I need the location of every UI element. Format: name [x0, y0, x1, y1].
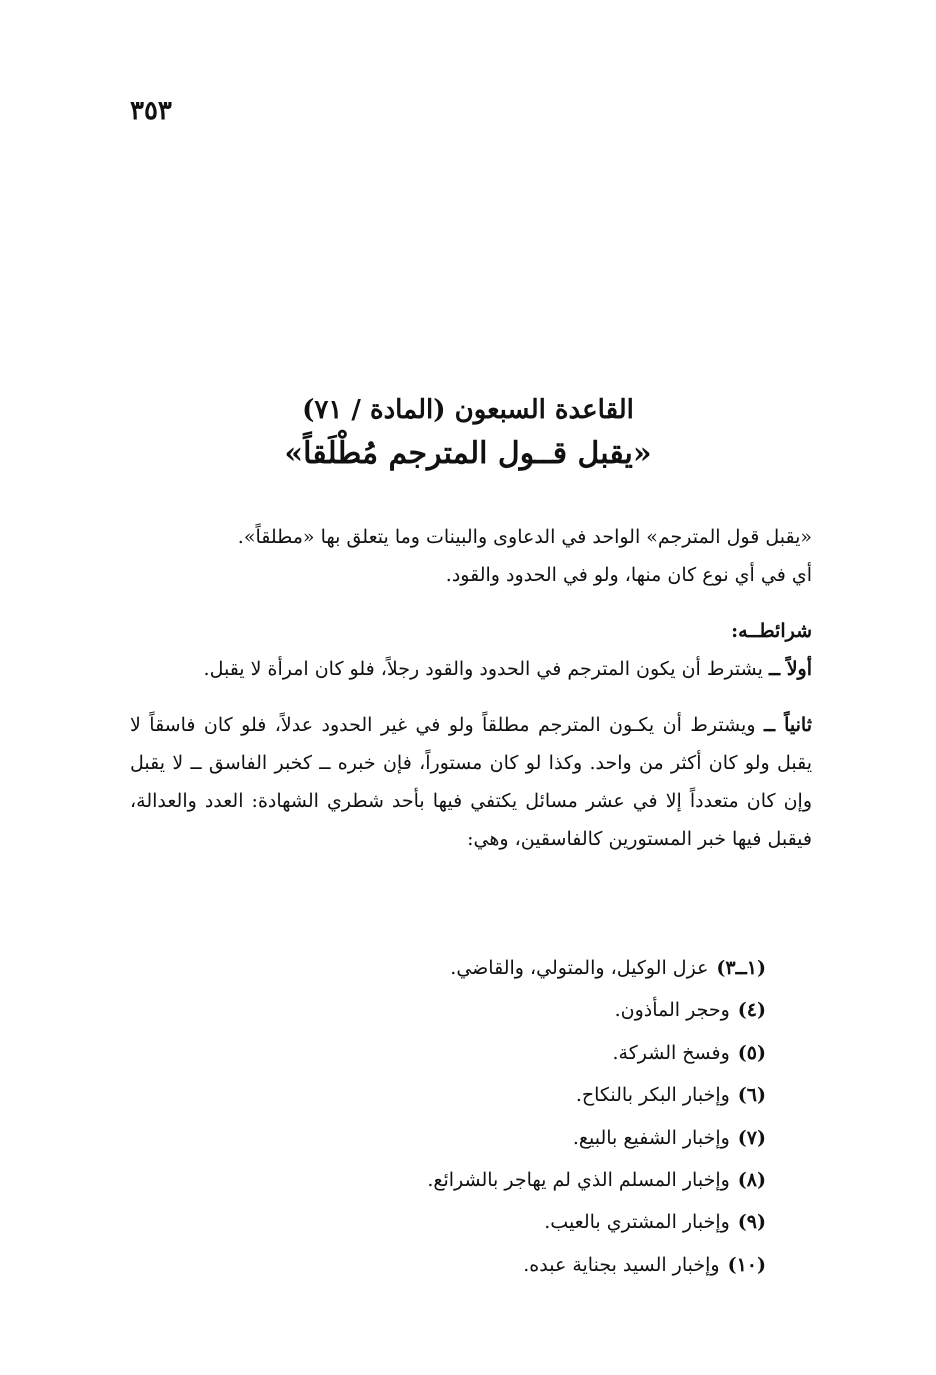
- condition-second-text: ويشترط أن يكـون المترجم مطلقاً ولو في غير الحدود عدلاً، فلو كان فاسقاً لا يقبل ولو كان أكثر من واحد. وكذا لو كان مستوراً، فإن خبره ــ كخبر الفاسق ــ لا يقبل وإن كان متعدداً إلا في عشر مسائل يكتفي فيها بأحد شطري الشهادة: العدد والعدالة، فيقبل فيها خبر المستورين كالفاسقين، وهي:: [130, 714, 812, 850]
- list-item-text: وإخبار المشتري بالعيب.: [544, 1211, 730, 1234]
- exceptions-list: [130, 947, 766, 1286]
- rule-statement: «يقبل قــول المترجم مُطْلَقاً»: [284, 436, 652, 471]
- condition-first-label: أولاً ــ: [768, 658, 812, 680]
- list-item-text: عزل الوكيل، والمتولي، والقاضي.: [450, 957, 709, 979]
- body-text: [130, 518, 812, 858]
- list-item-number: (٦): [737, 1084, 766, 1107]
- list-item-text: وإخبار الشفيع بالبيع.: [572, 1126, 730, 1149]
- list-item-text: وحجر المأذون.: [614, 999, 730, 1022]
- list-item-number: (٨): [737, 1168, 766, 1191]
- list-item-number: (٩): [737, 1211, 766, 1234]
- list-item-number: (٤): [737, 999, 766, 1022]
- list-item: [130, 947, 766, 989]
- list-item: [130, 1032, 766, 1074]
- list-item: [130, 1244, 766, 1286]
- list-item: [130, 1074, 766, 1116]
- rule-heading: القاعدة السبعون (المادة / ٧١): [302, 395, 634, 425]
- list-item-text: وإخبار المسلم الذي لم يهاجر بالشرائع.: [427, 1168, 730, 1191]
- list-item: [130, 1201, 766, 1243]
- list-item-text: وفسخ الشركة.: [612, 1041, 730, 1064]
- intro-line-2: أي في أي نوع كان منها، ولو في الحدود والقود.: [445, 564, 812, 586]
- condition-second-label: ثانياً ــ: [763, 714, 812, 736]
- condition-first-text: يشترط أن يكون المترجم في الحدود والقود رجلاً، فلو كان امرأة لا يقبل.: [203, 658, 763, 680]
- page-number: ٣٥٣: [130, 96, 172, 126]
- list-item: [130, 1117, 766, 1159]
- rule-title: [0, 388, 936, 476]
- intro-line-1: «يقبل قول المترجم» الواحد في الدعاوى والبينات وما يتعلق بها «مطلقاً».: [237, 526, 812, 548]
- list-item-text: وإخبار السيد بجناية عبده.: [523, 1253, 720, 1276]
- list-item-number: (٥): [737, 1041, 766, 1064]
- condition-first: [130, 650, 812, 688]
- list-item-number: (٧): [737, 1126, 766, 1149]
- list-item: [130, 989, 766, 1031]
- condition-second: [130, 706, 812, 858]
- list-item-text: وإخبار البكر بالنكاح.: [575, 1084, 730, 1107]
- list-item-number: (١ــ٣): [716, 957, 766, 979]
- list-item: [130, 1159, 766, 1201]
- list-item-number: (١٠): [727, 1253, 766, 1276]
- conditions-heading: شرائطــه:: [731, 620, 812, 642]
